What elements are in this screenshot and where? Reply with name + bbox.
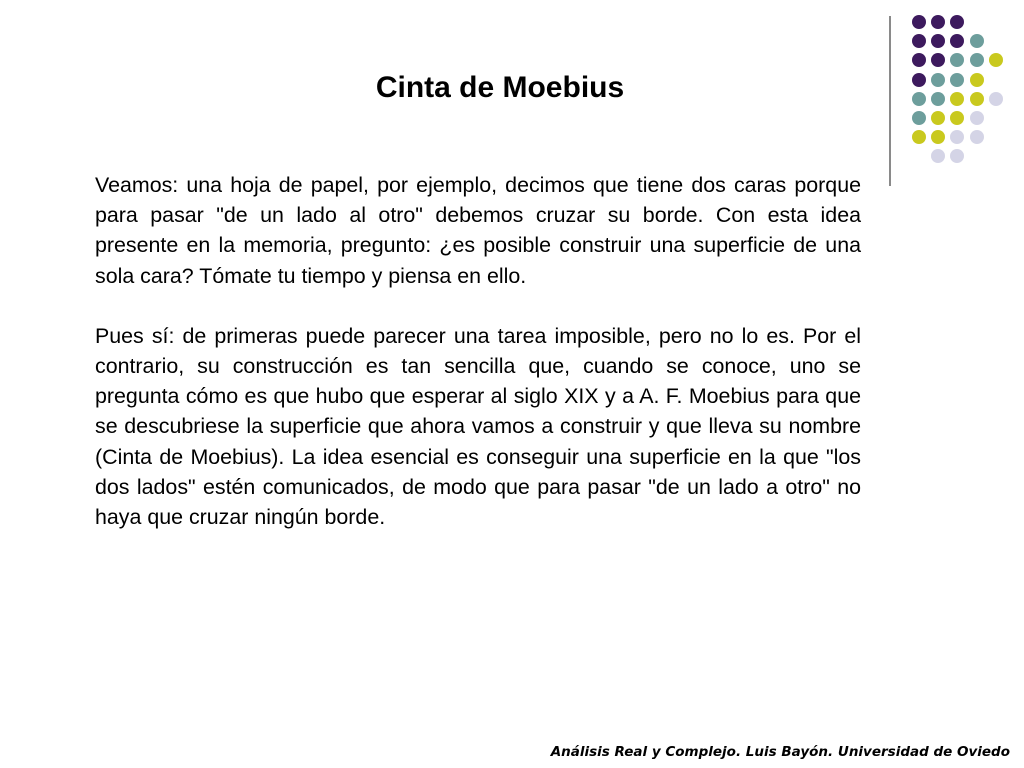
decorative-dot xyxy=(931,149,945,163)
decorative-dot xyxy=(989,53,1003,67)
decorative-dot xyxy=(970,73,984,87)
paragraph-2: Pues sí: de primeras puede parecer una tarea imposible, pero no lo es. Por el contrario, su construcción es tan sencilla que, cuando se conoce, uno se pregunta cómo es que hubo que esperar al siglo XIX y a A. F. Moebius para que se descubriese la superficie que ahora vamos a construir y que lleva su nombre (Cinta de Moebius). La idea esencial es conseguir una superficie en la que "los dos lados" estén comunicados, de modo que para pasar "de un lado a otro" no haya que cruzar ningún borde. xyxy=(95,323,861,530)
decorative-dot xyxy=(970,130,984,144)
decorative-dot xyxy=(931,53,945,67)
decorative-dot xyxy=(912,92,926,106)
decorative-dot xyxy=(912,53,926,67)
decorative-dot xyxy=(912,111,926,125)
decorative-dot xyxy=(950,34,964,48)
decorative-dot xyxy=(950,149,964,163)
decorative-dot xyxy=(912,130,926,144)
decorative-dot xyxy=(970,53,984,67)
decorative-dot xyxy=(950,73,964,87)
decorative-dot xyxy=(950,15,964,29)
decorative-dot xyxy=(970,111,984,125)
decorative-dot xyxy=(931,111,945,125)
decorative-dot xyxy=(931,73,945,87)
decorative-dot xyxy=(931,130,945,144)
decorative-dot xyxy=(950,130,964,144)
decorative-vertical-line xyxy=(889,16,891,186)
decorative-dot xyxy=(950,92,964,106)
decorative-dot xyxy=(912,15,926,29)
decorative-dot xyxy=(931,15,945,29)
decorative-dot xyxy=(950,53,964,67)
decorative-dot xyxy=(989,92,1003,106)
decorative-dot xyxy=(912,34,926,48)
decorative-dot xyxy=(931,92,945,106)
slide-footer: Análisis Real y Complejo. Luis Bayón. Universidad de Oviedo xyxy=(550,744,1010,760)
decorative-dot xyxy=(912,73,926,87)
decorative-dot xyxy=(970,92,984,106)
decorative-dot xyxy=(970,34,984,48)
decorative-dot xyxy=(931,34,945,48)
slide-title: Cinta de Moebius xyxy=(375,71,625,104)
slide-body xyxy=(95,170,861,532)
decorative-dot xyxy=(950,111,964,125)
paragraph-1: Veamos: una hoja de papel, por ejemplo, decimos que tiene dos caras porque para pasar "de un lado al otro" debemos cruzar su borde. Con esta idea presente en la memoria, pregunto: ¿es posible construir una superficie de una sola cara? Tómate tu tiempo y piensa en ello. xyxy=(95,173,861,288)
